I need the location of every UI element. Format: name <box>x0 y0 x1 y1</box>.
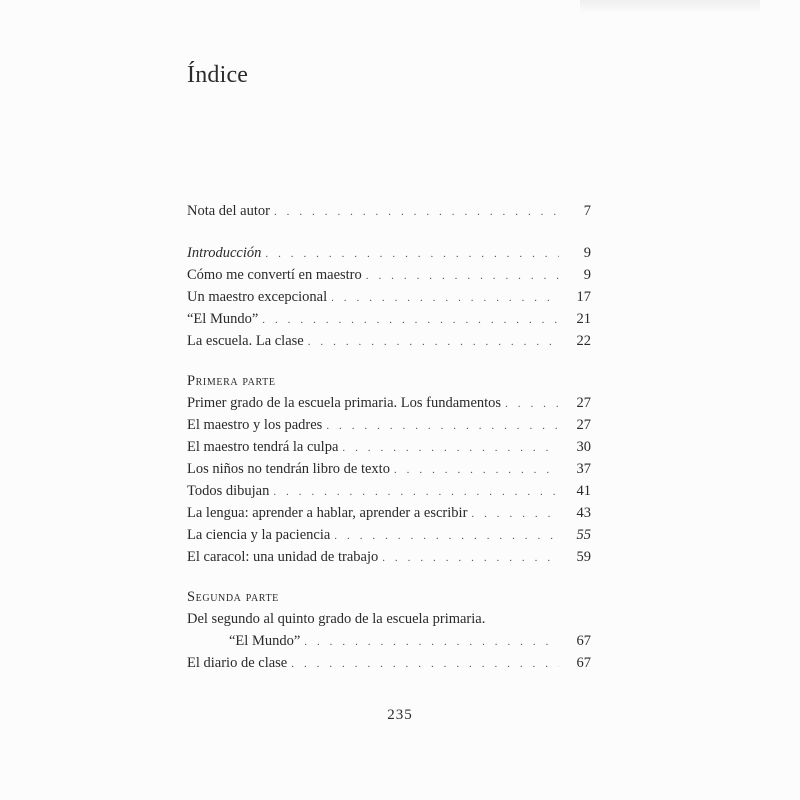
toc-entry-label: La ciencia y la paciencia <box>187 527 331 543</box>
toc-entry-page: 67 <box>576 633 591 649</box>
leader-dots <box>331 287 559 309</box>
leader-dots <box>505 393 559 415</box>
toc-entry-page: 37 <box>576 461 591 477</box>
toc-entry-caracol <box>187 546 591 568</box>
toc-entry-el-mundo <box>187 308 591 330</box>
section-heading-primera-parte: Primera parte <box>187 373 276 389</box>
toc-entry-label: Todos dibujan <box>187 483 270 499</box>
leader-dots <box>262 309 559 331</box>
leader-dots <box>274 201 559 223</box>
toc-entry-label: Los niños no tendrán libro de texto <box>187 461 390 477</box>
leader-dots <box>273 481 559 503</box>
toc-entry-page: 21 <box>576 311 591 327</box>
scan-shadow <box>580 0 760 14</box>
toc-entry-label: Cómo me convertí en maestro <box>187 267 362 283</box>
leader-dots <box>342 437 559 459</box>
toc-entry-label: Primer grado de la escuela primaria. Los fundamentos <box>187 395 502 411</box>
toc-entry-page: 27 <box>576 417 591 433</box>
toc-entry-maestro-padres <box>187 414 591 436</box>
leader-dots <box>394 459 559 481</box>
leader-dots <box>334 525 559 547</box>
toc-entry-dibujan <box>187 480 591 502</box>
toc-entry-libro <box>187 458 591 480</box>
toc-entry-page: 30 <box>576 439 591 455</box>
toc-entry-segundo-quinto <box>187 608 591 630</box>
toc-entry-lengua <box>187 502 591 524</box>
leader-dots <box>308 331 559 353</box>
leader-dots <box>265 243 559 265</box>
toc-entry-label: “El Mundo” <box>229 633 301 649</box>
toc-entry-page: 22 <box>576 333 591 349</box>
toc-entry-introduccion <box>187 242 591 264</box>
toc-entry-label: Nota del autor <box>187 203 270 219</box>
toc-entry-maestro-excepcional <box>187 286 591 308</box>
section-heading-segunda-parte: Segunda parte <box>187 589 279 605</box>
page-number: 235 <box>387 707 413 723</box>
toc-entry-label: Introducción <box>187 245 262 261</box>
toc-entry-page: 7 <box>583 203 591 219</box>
toc-entry-escuela <box>187 330 591 352</box>
toc-entry-page: 41 <box>576 483 591 499</box>
toc-entry-label: La escuela. La clase <box>187 333 304 349</box>
toc-entry-page: 43 <box>576 505 591 521</box>
toc-entry-page: 27 <box>576 395 591 411</box>
toc-entry-label: “El Mundo” <box>187 311 259 327</box>
toc-entry-ciencia <box>187 524 591 546</box>
leader-dots <box>291 653 559 675</box>
toc-entry-primer-grado <box>187 392 591 414</box>
toc-entry-label: Del segundo al quinto grado de la escuela primaria. <box>187 611 486 627</box>
leader-dots <box>326 415 559 437</box>
toc-entry-label: La lengua: aprender a hablar, aprender a escribir <box>187 505 468 521</box>
toc-entry-page: 17 <box>576 289 591 305</box>
toc-entry-label: Un maestro excepcional <box>187 289 328 305</box>
toc-entry-page: 67 <box>576 655 591 671</box>
toc-entry-page: 55 <box>576 527 591 543</box>
leader-dots <box>382 547 559 569</box>
leader-dots <box>304 631 559 653</box>
toc-entry-culpa <box>187 436 591 458</box>
toc-entry-como <box>187 264 591 286</box>
leader-dots <box>471 503 559 525</box>
page-title: Índice <box>187 62 249 88</box>
table-of-contents <box>187 200 591 674</box>
leader-dots <box>366 265 559 287</box>
toc-entry-label: El caracol: una unidad de trabajo <box>187 549 379 565</box>
toc-entry-page: 59 <box>576 549 591 565</box>
toc-entry-page: 9 <box>583 267 591 283</box>
toc-entry-label: El maestro tendrá la culpa <box>187 439 339 455</box>
toc-entry-page: 9 <box>583 245 591 261</box>
toc-entry-el-mundo-2 <box>187 630 591 652</box>
toc-entry-label: El maestro y los padres <box>187 417 323 433</box>
toc-entry-nota <box>187 200 591 222</box>
toc-entry-label: El diario de clase <box>187 655 288 671</box>
toc-entry-diario <box>187 652 591 674</box>
